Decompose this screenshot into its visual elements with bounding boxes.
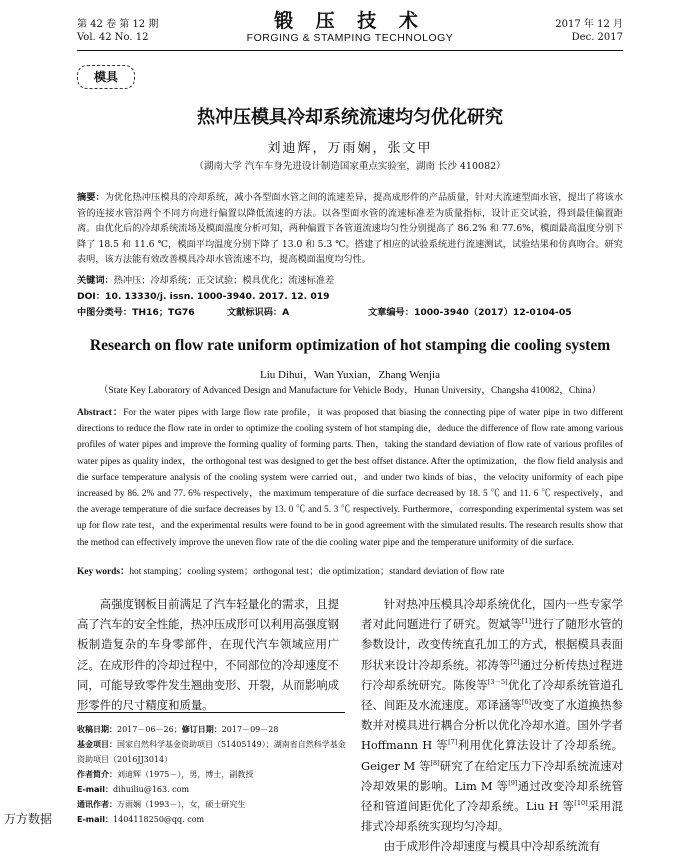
- footnote-text: dihuiliu@163. com: [113, 785, 190, 794]
- watermark: 万方数据: [4, 812, 53, 826]
- text-run: 进行了随形水管的参数设计，改变传统直孔加工的方式，根据模具表面形状来设计冷却系统。祁涛等: [361, 617, 623, 672]
- keywords-cn: [77, 273, 623, 289]
- citation: [7]: [448, 738, 458, 747]
- footnotes: [77, 722, 347, 827]
- classification-line: [77, 305, 623, 321]
- article-label: 文章编号：: [368, 307, 414, 318]
- citation: [3－5]: [487, 678, 508, 687]
- keywords-en-text: hot stamping；cooling system；orthogonal test；die optimization；standard deviation of flow rate: [129, 567, 505, 577]
- body-paragraph: 由于成形件冷却速度与模具中冷却系统流有: [383, 839, 601, 854]
- journal-title-cn: 锻 压 技 术: [274, 10, 426, 32]
- section-tag: 模具: [77, 65, 135, 89]
- affiliation-cn: （湖南大学 汽车车身先进设计制造国家重点实验室，湖南 长沙 410082）: [194, 161, 506, 172]
- footnote-rule: [77, 712, 345, 713]
- text-run: 通过分析传热过程进行冷却系统研究。陈俊等: [361, 657, 623, 692]
- footnote-text: 国家自然科学基金资助项目（51405149）；湖南省自然科学基金资助项目（2016JJ3014）: [77, 740, 346, 764]
- abstract-en-text: For the water pipes with large flow rate profile，it was proposed that biasing the connecting pipe of water pipe in two different directions to reduce the flow rate in order to optimize the cooling system of hot stamping die，deduce the difference of flow rate among various profiles of water pipes and improve the forming quality of forming parts. Then，taking the standard deviation of flow rate of various profiles of water pipes as quality index，the orthogonal test was designed to get the best offset distance. After the optimization，the flow field analysis and die surface temperature analysis of the cooling system were carried out，and under two kinds of bias，the velocity uniformity of each pipe increased by 86. 2% and 77. 6% respectively，the maximum temperature of die surface decreased by 18. 5 ℃ and 11. 6 ℃ respectively，and the average temperature of die surface decreases by 13. 0 ℃ and 5. 3 ℃ respectively. Furthermore，corresponding experimental system was set up for flow rate test，and the experimental results were found to be in good agreement with the simulated results. The research results show that the method can effectively improve the uneven flow rate of the die cooling water pipe and the temperature uniformity of die surface.: [77, 408, 623, 548]
- volume-cn: 第 42 卷 第 12 期: [77, 19, 159, 30]
- authors-cn: 刘迪辉，万雨娴，张文甲: [267, 141, 433, 156]
- body-column-right: [361, 594, 623, 857]
- citation: [1]: [521, 617, 532, 626]
- header-rule: [77, 50, 623, 51]
- affiliation-en: （State Key Laboratory of Advanced Design and Manufacture for Vehicle Body，Hunan University，Changsha 410082，China）: [98, 386, 602, 396]
- date-cn: 2017 年 12 月: [555, 19, 623, 30]
- body-column-left: [77, 594, 339, 715]
- abstract-cn-text: 为优化热冲压模具的冷却系统，减小各型面水管之间的流速差异，提高成形件的产品质量，针对大流速型面水管，提出了将该水管的连接水管沿两个不同方向进行偏置以降低流速的方法。以各型面水管的流速标准差为质量指标，设计正交试验，得到最佳偏置距离。由优化后的冷却系统流场及模面温度分析可知，两种偏置下各管道流速均匀性分别提高了 86.2% 和 77.6%，模面最高温度分别下降了 18.5 和 11.6 ℃，模面平均温度分别下降了 13.0 和 5.3 ℃。搭建了相应的试验系统进行流速测试，试验结果和仿真吻合。研究表明，该方法能有效改善模具冷却水管流速不均，提高模面温度均匀性。: [77, 192, 624, 265]
- footnote-label: 作者简介：: [77, 770, 117, 779]
- article-number: [368, 305, 572, 321]
- footnote-text: 1404118250@qq. com: [113, 815, 205, 824]
- document-code: [227, 305, 368, 321]
- doc-label: 文献标识码：: [227, 307, 283, 318]
- footnote-label: 修订日期：: [181, 725, 222, 734]
- footnote-label: 通讯作者：: [77, 800, 117, 809]
- body-paragraph: 高强度钢板目前满足了汽车轻量化的需求，且提高了汽车的安全性能，热冲压成形可以利用高强度钢板制造复杂的车身零部件，在现代汽车领域应用广泛。在成形件的冷却过程中，不同部位的冷却速度不同，可能导致零件发生翘曲变形、开裂，从而影响成形零件的尺寸精度和质量。: [77, 597, 340, 713]
- footnote-text: 2017－09－28: [221, 725, 279, 734]
- article-title-en: Research on flow rate uniform optimization of hot stamping die cooling system: [89, 337, 611, 354]
- clc-label: 中图分类号：: [77, 307, 133, 318]
- citation: [10]: [574, 799, 588, 808]
- volume-en: Vol. 42 No. 12: [77, 32, 149, 43]
- text-run: 采用混排式冷却系统实现均匀冷却。: [361, 799, 623, 834]
- doi-label: DOI：: [77, 291, 106, 302]
- footnote-dates: [77, 722, 347, 737]
- clc-number: [77, 305, 227, 321]
- footnote-text: 2017－06－26；: [117, 725, 182, 734]
- keywords-en-label: Key words：: [77, 567, 130, 577]
- footnote-author: [77, 767, 347, 782]
- footnote-funding: [77, 737, 347, 767]
- citation: [9]: [508, 779, 518, 788]
- footnote-label: E-mail：: [77, 785, 114, 794]
- footnote-text: 刘迪辉（1975－），男，博士，副教授: [117, 770, 254, 779]
- doi: [77, 289, 623, 305]
- text-run: 研究了在给定压力下冷却系统流速对冷却效果的影响。Lim M 等: [361, 758, 623, 793]
- article-value: 1000-3940（2017）12-0104-05: [413, 307, 572, 318]
- footnote-corresponding: [77, 797, 347, 812]
- citation: [8]: [430, 758, 440, 767]
- text-run: 利用优化算法设计了冷却系统。Geiger M 等: [361, 738, 623, 773]
- abstract-cn: [77, 190, 623, 268]
- authors-en: Liu Dihui，Wan Yuxian，Zhang Wenjia: [259, 369, 440, 381]
- keywords-cn-text: 热冲压；冷却系统；正交试验；模具优化；流速标准差: [113, 275, 335, 286]
- footnote-label: E-mail：: [77, 815, 114, 824]
- citation: [6]: [521, 698, 532, 707]
- doc-value: A: [282, 307, 290, 318]
- keywords-en: [77, 563, 623, 577]
- footnote-text: 万雨娴（1993－），女，硕士研究生: [117, 800, 246, 809]
- citation: [2]: [510, 657, 520, 666]
- abstract-en-label: Abstract：: [77, 408, 124, 418]
- issue-date: [555, 18, 623, 44]
- clc-value: TH16；TG76: [132, 307, 195, 318]
- footnote-label: 收稿日期：: [77, 725, 117, 734]
- text-run: 针对热冲压模具冷却系统优化，国内一些专家学者对此问题进行了研究。贺斌等: [361, 597, 624, 632]
- article-title-cn: 热冲压模具冷却系统流速均匀优化研究: [197, 107, 503, 128]
- footnote-email: [77, 812, 347, 827]
- keywords-cn-label: 关键词：: [77, 275, 114, 286]
- abstract-en: [77, 405, 623, 551]
- footnote-email: [77, 782, 347, 797]
- footnote-label: 基金项目：: [77, 740, 117, 749]
- text-run: 优化了冷却系统管道孔径、间距及水流速度。邓译涵等: [361, 677, 623, 713]
- date-en: Dec. 2017: [571, 32, 623, 43]
- journal-title-en: FORGING & STAMPING TECHNOLOGY: [246, 32, 454, 44]
- body-paragraph: [361, 594, 623, 836]
- text-run: 改变了水道换热参数并对模具进行耦合分析以优化冷却水道。国外学者 Hoffmann H 等: [361, 698, 623, 753]
- doi-value: 10. 13330/j. issn. 1000-3940. 2017. 12. 019: [105, 291, 330, 302]
- abstract-cn-label: 摘要：: [77, 192, 105, 203]
- text-run: 通过改变冷却系统管径和管道间距优化了冷却系统。Liu H 等: [361, 778, 623, 814]
